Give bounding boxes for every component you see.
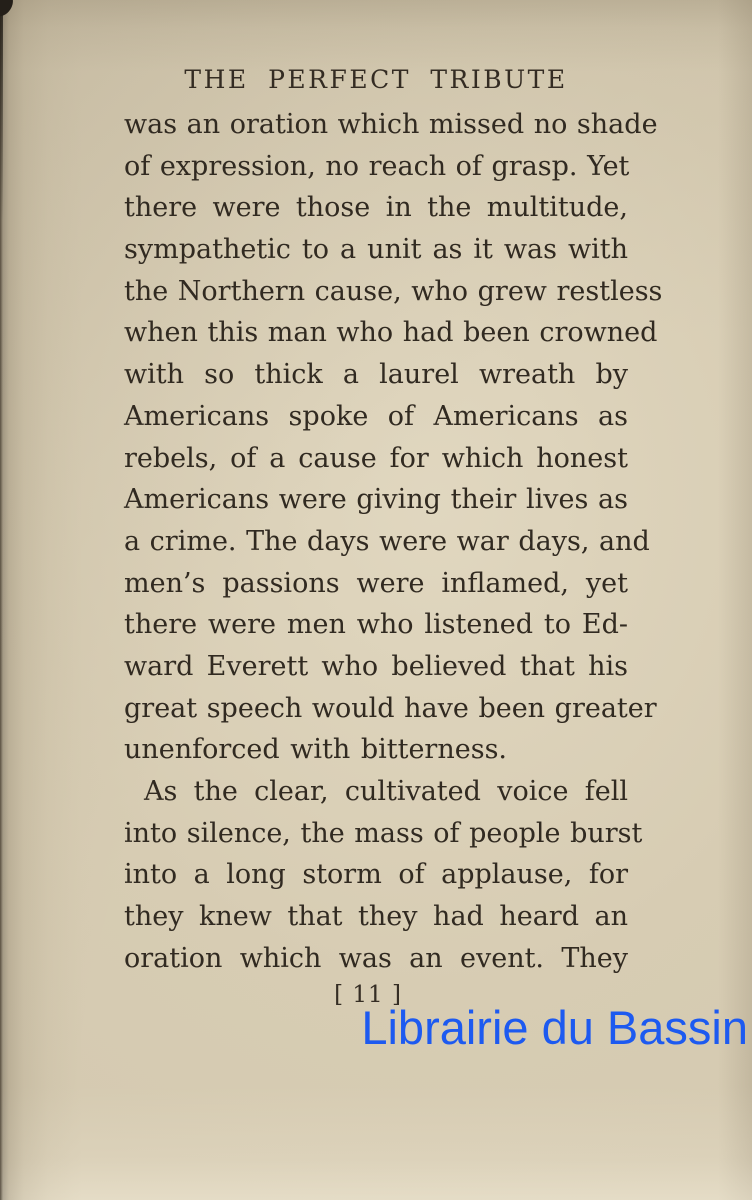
text-line: oration which was an event. They: [124, 942, 628, 974]
text-line: into silence, the mass of people burst: [124, 817, 643, 849]
page-number: [ 11 ]: [334, 982, 402, 1008]
text-line: great speech would have been greater: [124, 692, 657, 724]
text-line: they knew that they had heard an: [124, 901, 628, 933]
text-line: was an oration which missed no shade: [124, 109, 658, 140]
text-line: there were those in the multitude,: [124, 192, 628, 224]
text-line: unenforced with bitterness.: [124, 734, 508, 766]
text-line: the Northern cause, who grew restless: [124, 275, 663, 307]
text-line: Americans spoke of Americans as: [124, 400, 628, 432]
text-line: when this man who had been crowned: [124, 317, 658, 349]
text-line: As the clear, cultivated voice fell: [144, 776, 628, 807]
text-line: a crime. The days were war days, and: [124, 525, 650, 557]
text-line: Americans were giving their lives as: [124, 484, 628, 516]
text-line: men’s passions were inflamed, yet: [124, 567, 628, 599]
text-line: rebels, of a cause for which honest: [124, 442, 628, 474]
page-gutter-shadow: [0, 0, 3, 220]
text-line: with so thick a laurel wreath by: [124, 359, 628, 391]
text-line: sympathetic to a unit as it was with: [124, 234, 628, 266]
body-text: [124, 104, 663, 979]
bookseller-watermark: Librairie du Bassin: [361, 1001, 748, 1054]
text-line: there were men who listened to Ed-: [124, 609, 628, 641]
text-line: ward Everett who believed that his: [124, 650, 628, 682]
running-head-title: THE PERFECT TRIBUTE: [184, 65, 568, 94]
text-line: into a long storm of applause, for: [124, 859, 628, 891]
text-line: of expression, no reach of grasp. Yet: [124, 150, 630, 182]
